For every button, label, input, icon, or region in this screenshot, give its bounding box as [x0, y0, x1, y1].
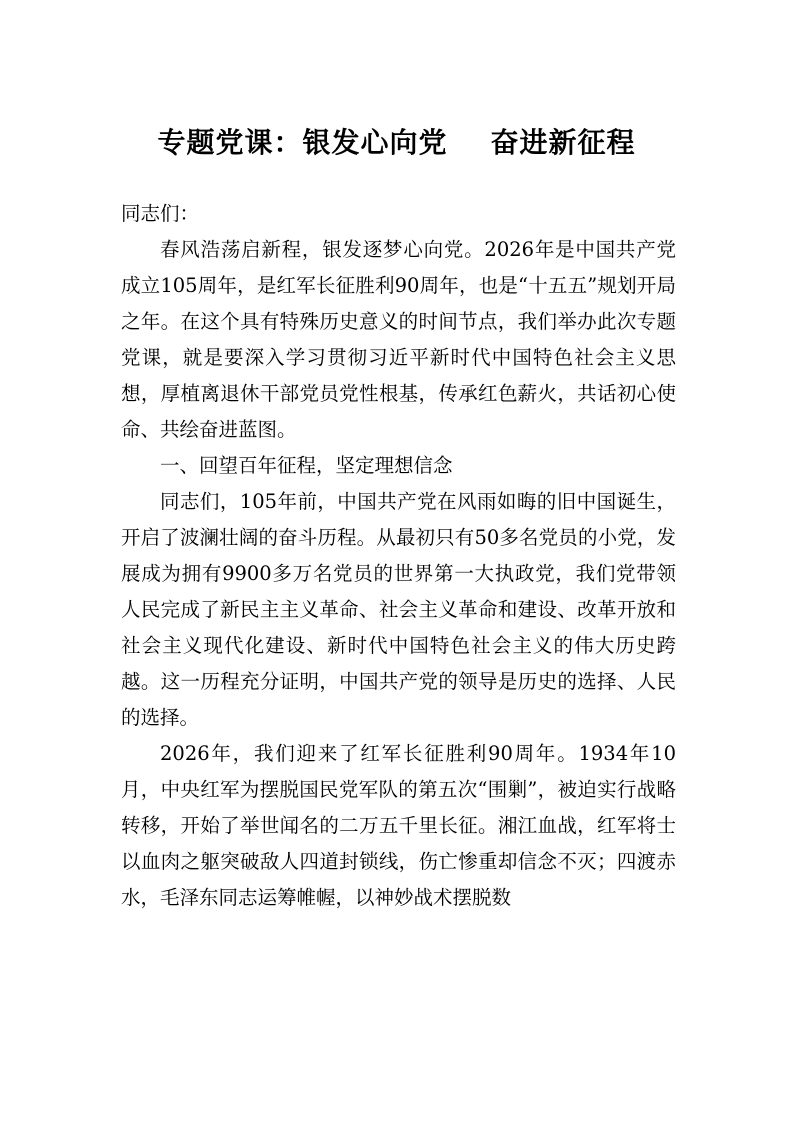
greeting-line: 同志们：	[121, 202, 200, 225]
document-title: 专题党课：银发心向党 奋进新征程	[157, 126, 636, 159]
long-march-paragraph: 2026年，我们迎来了红军长征胜利90周年。1934年10月，中央红军为摆脱国民党军队的第五次“围剿”，被迫实行战略转移，开始了举世闻名的二万五千里长征。湘江血战，红军将士以血肉之躯突破敌人四道封锁线，伤亡惨重却信念不灭；四渡赤水，毛泽东同志运筹帷幄，以神妙战术摆脱数	[121, 742, 676, 909]
section-heading: 一、回望百年征程，坚定理想信念	[160, 454, 453, 477]
document-body	[121, 196, 676, 916]
history-paragraph: 同志们，105年前，中国共产党在风雨如晦的旧中国诞生，开启了波澜壮阔的奋斗历程。从最初只有50多名党员的小党，发展成为拥有9900多万名党员的世界第一大执政党，我们党带领人民完成了新民主主义革命、社会主义革命和建设、改革开放和社会主义现代化建设、新时代中国特色社会主义的伟大历史跨越。这一历程充分证明，中国共产党的领导是历史的选择、人民的选择。	[121, 490, 676, 729]
intro-paragraph: 春风浩荡启新程，银发逐梦心向党。2026年是中国共产党成立105周年，是红军长征胜利90周年，也是“十五五”规划开局之年。在这个具有特殊历史意义的时间节点，我们举办此次专题党课，就是要深入学习贯彻习近平新时代中国特色社会主义思想，厚植离退休干部党员党性根基，传承红色薪火，共话初心使命、共绘奋进蓝图。	[121, 238, 676, 441]
